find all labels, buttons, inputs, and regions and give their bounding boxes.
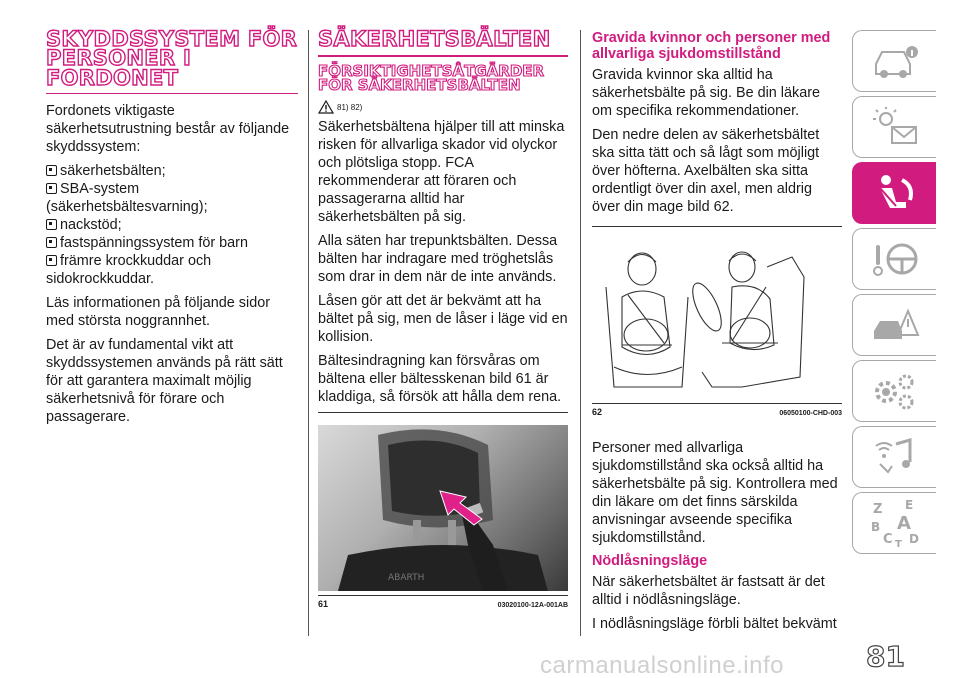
figure-number: 62 [592,407,603,417]
read-carefully-paragraph: Läs informationen på följande sidor med största noggrannhet. [46,295,270,330]
figure-code: 03020100-12A-001AB [497,602,568,610]
figure-top-rule [318,412,568,413]
tab-index[interactable] [852,492,936,554]
column-seat-belts [318,27,568,610]
column-pregnant [592,30,842,639]
index-letters-icon [867,497,923,549]
bullet-list [46,162,298,288]
bullet-icon [46,183,57,194]
bullet-icon [46,165,57,176]
tab-safety[interactable] [852,162,936,224]
figure-62 [592,226,842,417]
warning-reference [318,100,568,114]
figure-caption [592,407,842,417]
figure-caption [318,599,568,609]
steering-wheel-icon [870,239,920,279]
page-number: 81 [866,640,905,673]
warning-ref-text: 81) 82) [337,102,363,112]
importance-paragraph: Det är av fundamental vikt att skyddssystemen används på rätt sätt för att garantera maximalt möjlig säkerhetsnivå för förare och passagerare. [46,337,283,426]
watermark: carmanualsonline.info [540,652,784,678]
svg-text:Z: Z [872,502,882,517]
tab-emergency[interactable] [852,294,936,356]
figure-number: 61 [318,599,329,610]
car-info-icon [870,42,920,80]
svg-text:D: D [908,532,919,546]
heading-emergency-lock: Nödlåsningsläge [592,553,708,569]
tab-driving[interactable] [852,228,936,290]
column-divider-2 [580,30,581,636]
maintenance-gears-icon [870,370,920,412]
svg-text:E: E [904,498,913,512]
belts-paragraph-1: Säkerhetsbältena hjälper till att minska risken för allvarliga skador vid olyckor och plötsliga stopp. FCA rekommenderar att föraren och passagerarna alltid har säkerhetsbälten på sig. [318,119,565,226]
pregnant-woman-illustration [592,247,842,399]
belts-paragraph-2: Alla säten har trepunktsbälten. Dessa bälten har indragare med tröghetslås som drar in dem när de inte används. [318,233,558,286]
tab-car-info[interactable] [852,30,936,92]
subsection-title-precautions: FÖRSIKTIGHETSÅTGÄRDER FÖR SÄKERHETSBÄLTEN [318,61,545,94]
belts-paragraph-4: Bältesindragning kan försvåras om bältena eller bältesskenan bild 61 är kladdiga, så försök att hålla dem rena. [318,353,562,406]
column-protection-systems [46,27,298,432]
tab-maintenance[interactable] [852,360,936,422]
chapter-tabs [852,30,936,558]
figure-61 [318,412,568,609]
illness-paragraph: Personer med allvarliga sjukdomstillstånd ska också alltid ha säkerhetsbälte på sig. Kontrollera med din läkare om det finns särskilda anvisningar avseende specifika sjukdomstillstånd. [592,440,838,546]
title-rule [318,55,568,56]
tab-multimedia[interactable] [852,426,936,488]
list-item-continuation: sidokrockkuddar. [46,271,154,288]
list-item: främre krockkuddar och [46,252,298,270]
tab-warning-lights[interactable] [852,96,936,158]
figure-top-rule [592,226,842,227]
section-title-seat-belts: SÄKERHETSBÄLTEN [318,27,551,51]
multimedia-icon [870,436,920,478]
list-item-continuation: (säkerhetsbältesvarning); [46,199,208,216]
emergency-paragraph-1: När säkerhetsbältet är fastsatt är det alltid i nödlåsningsläge. [592,574,825,608]
seat-embossing-text: ABARTH [388,573,425,584]
section-title-protection: SKYDDSSYSTEM FÖR PERSONER I FORDONET [46,27,298,90]
list-item: fastspänningssystem för barn [46,234,298,252]
belts-paragraph-3: Låsen gör att det är bekvämt att ha bältet på sig, men de låser i läge vid en kollision. [318,293,568,346]
list-item: nackstöd; [46,216,298,234]
warning-lights-icon [870,107,920,147]
figure-bottom-rule [318,595,568,596]
figure-code: 06050100-CHD-003 [779,410,842,417]
list-item: SBA-system [46,180,298,198]
emergency-paragraph-2: I nödlåsningsläge förbli bältet bekvämt [592,616,837,632]
pregnant-seatbelt-drawing [592,247,842,399]
safety-seat-icon [870,172,920,214]
bullet-icon [46,219,57,230]
column-divider-1 [308,30,309,636]
title-rule [46,93,298,94]
bullet-icon [46,255,57,266]
svg-text:T: T [894,539,902,549]
pregnant-paragraph-1: Gravida kvinnor ska alltid ha säkerhetsbälte på sig. Be din läkare om specifika rekommendationer. [592,67,820,119]
breakdown-car-icon [870,305,920,345]
figure-bottom-rule [592,403,842,404]
intro-paragraph: Fordonets viktigaste säkerhetsutrustning består av följande skyddssystem: [46,103,290,156]
pregnant-paragraph-2: Den nedre delen av säkerhetsbältet ska sitta tätt och så lågt som möjligt över höfterna. Axelbälten ska sitta ordentligt över din axel, men aldrig över din mage bild 62. [592,127,820,215]
seat-belt-photo [318,425,568,591]
heading-pregnant-women: Gravida kvinnor och personer med allvarliga sjukdomstillstånd [592,30,831,62]
svg-text:A: A [896,513,911,534]
list-item: säkerhetsbälten; [46,162,298,180]
bullet-icon [46,237,57,248]
svg-text:C: C [882,532,893,547]
warning-triangle-icon [318,100,334,114]
pink-arrow-icon [436,487,486,527]
svg-text:B: B [870,520,880,534]
